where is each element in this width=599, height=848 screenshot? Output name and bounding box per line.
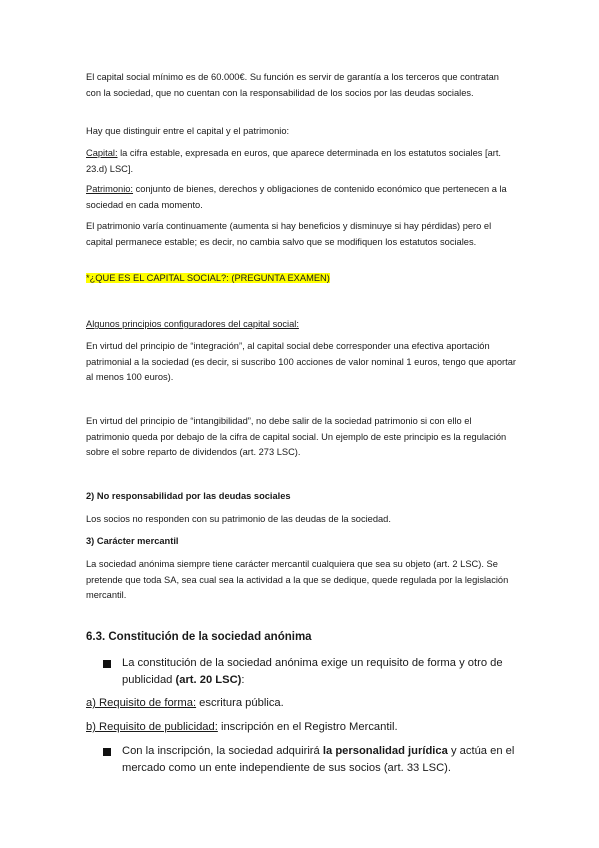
bullet-constitucion-bold: (art. 20 LSC) — [175, 674, 242, 686]
heading-caracter-mercantil: 3) Carácter mercantil — [86, 536, 179, 546]
section-title: 6.3. Constitución de la sociedad anónima — [86, 631, 312, 643]
term-capital: Capital: — [86, 148, 118, 158]
requisito-publicidad — [86, 719, 516, 736]
bullet-inscripcion-bold: la personalidad jurídica — [322, 745, 448, 757]
bullet-constitucion-end: : — [241, 674, 245, 686]
definition-capital-text: la cifra estable, expresada en euros, que aparece determinada en los estatutos sociales [art. 23.d) LSC]. — [86, 148, 501, 174]
square-bullet-icon — [103, 748, 111, 756]
requisito-forma-term: a) Requisito de forma: — [86, 697, 197, 709]
bullet-inscripcion-text: Con la inscripción, la sociedad adquirirá — [122, 745, 323, 757]
requisito-forma-text: escritura pública. — [196, 697, 284, 709]
requisito-publicidad-term: b) Requisito de publicidad: — [86, 721, 218, 733]
principles-title: Algunos principios configuradores del capital social: — [86, 319, 299, 329]
paragraph-mercantil: La sociedad anónima siempre tiene carácter mercantil cualquiera que sea su objeto (art. 2 LSC). Se pretende que toda SA, sea cual sea la actividad a la que se dedique, quede regulada por la legislación mercantil. — [86, 559, 509, 600]
requisito-forma — [86, 695, 516, 712]
paragraph-capital-minimo: El capital social mínimo es de 60.000€. Su función es servir de garantía a los terceros que contratan con la sociedad, que no cuentan con la responsabilidad de los socios por las deudas sociales. — [86, 72, 499, 98]
requisito-publicidad-text: inscripción en el Registro Mercantil. — [217, 721, 398, 733]
definition-patrimonio — [86, 182, 516, 213]
bullet-constitucion — [122, 655, 522, 689]
paragraph-distinguir: Hay que distinguir entre el capital y el patrimonio: — [86, 126, 290, 136]
bullet-inscripcion-end: y actúa en el mercado como un ente independiente de sus socios (art. 33 LSC). — [122, 745, 515, 774]
definition-patrimonio-text: conjunto de bienes, derechos y obligaciones de contenido económico que pertenecen a la sociedad en cada momento. — [86, 184, 507, 210]
paragraph-patrimonio-varia: El patrimonio varía continuamente (aumenta si hay beneficios y disminuye si hay pérdidas) pero el capital permanece estable; es decir, no cambia salvo que se modifiquen los estatutos sociales. — [86, 221, 492, 247]
definition-capital — [86, 146, 516, 177]
square-bullet-icon — [103, 660, 111, 668]
heading-no-responsabilidad: 2) No responsabilidad por las deudas sociales — [86, 491, 291, 501]
exam-note — [86, 271, 516, 287]
bullet-inscripcion — [122, 743, 522, 777]
paragraph-integracion: En virtud del principio de “integración”, al capital social debe corresponder una efectiva aportación patrimonial a la sociedad (es decir, si suscribo 100 acciones de valor nominal 1 euros, tengo que aportar al menos 100 euros). — [86, 341, 516, 382]
bullet-constitucion-text: La constitución de la sociedad anónima exige un requisito de forma y otro de publicidad — [122, 657, 503, 686]
paragraph-socios: Los socios no responden con su patrimonio de las deudas de la sociedad. — [86, 514, 391, 524]
exam-note-highlight: *¿QUE ES EL CAPITAL SOCIAL?: (PREGUNTA EXAMEN) — [86, 273, 330, 283]
term-patrimonio: Patrimonio: — [86, 184, 134, 194]
paragraph-intangibilidad: En virtud del principio de “intangibilidad”, no debe salir de la sociedad patrimonio si con ello el patrimonio queda por debajo de la cifra de capital social. Un ejemplo de este principio es la regulación sobre el sobre reparto de dividendos (art. 273 LSC). — [86, 416, 507, 457]
